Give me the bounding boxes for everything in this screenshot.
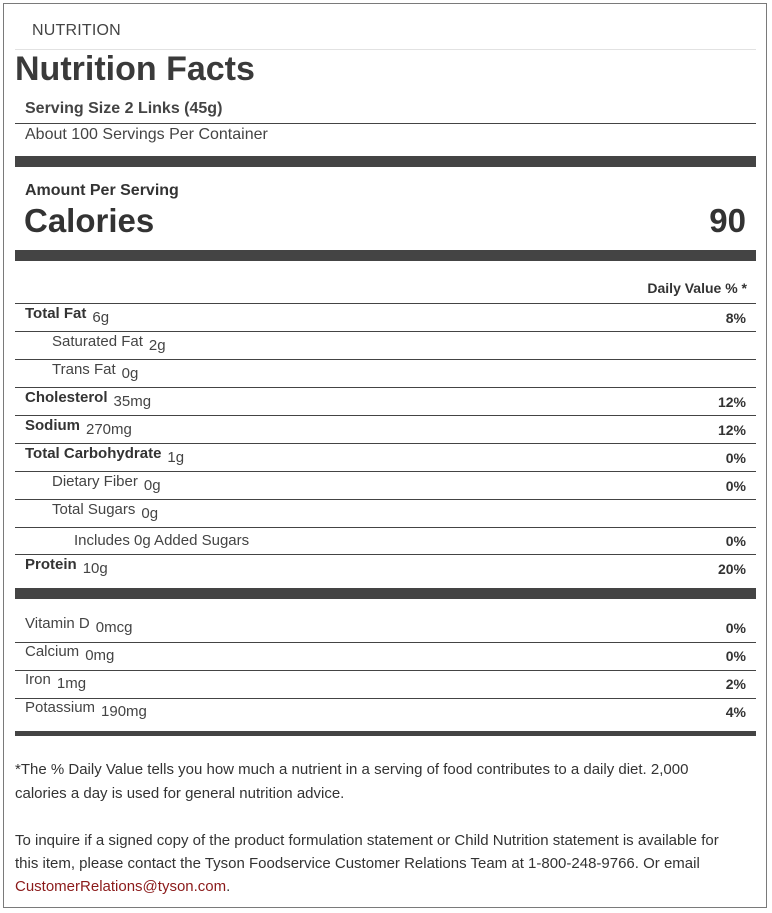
nutrient-amount: 2g (148, 337, 166, 354)
nutrient-name: Total Sugars 0g (52, 501, 159, 522)
vitamin-amount: 1mg (56, 675, 87, 692)
inquire-text: To inquire if a signed copy of the product formulation statement or Child Nutrition statement is available for this item, please contact the Tyson Foodservice Customer Relations Team at 1-800-248-9766. Or email (15, 832, 719, 872)
nutrient-row-total-carbohydrate (15, 445, 756, 473)
nutrient-row-trans-fat (15, 361, 756, 389)
page-title: Nutrition Facts (15, 50, 255, 88)
row-divider (15, 331, 756, 332)
nutrient-name: Total Fat 6g (25, 305, 110, 326)
daily-value-footnote: *The % Daily Value tells you how much a nutrient in a serving of food contributes to a daily diet. 2,000 calories a day is used for general nutrition advice. (15, 761, 689, 802)
nutrient-name: Protein 10g (25, 556, 108, 577)
vitamin-row-calcium (15, 643, 756, 671)
vitamin-percent: 0% (725, 648, 746, 664)
nutrient-amount: 1g (167, 449, 185, 466)
thick-divider-vitamins (15, 588, 756, 599)
nutrient-percent: 12% (717, 422, 746, 438)
nutrient-name: Trans Fat 0g (52, 361, 139, 382)
nutrient-name: Includes 0g Added Sugars (74, 532, 250, 549)
nutrient-row-protein (15, 556, 756, 584)
nutrient-percent: 20% (717, 561, 746, 577)
serving-size: Serving Size 2 Links (45g) (25, 100, 223, 117)
nutrient-amount: 0g (141, 505, 159, 522)
nutrient-name: Sodium 270mg (25, 417, 132, 438)
nutrient-name: Cholesterol 35mg (25, 389, 152, 410)
serving-divider (15, 123, 756, 124)
vitamin-percent: 0% (725, 620, 746, 636)
vitamin-row-potassium (15, 699, 756, 727)
dv-divider (15, 303, 756, 304)
daily-value-header: Daily Value % * (647, 280, 747, 296)
nutrient-amount: 6g (92, 309, 110, 326)
thick-divider-calories (15, 250, 756, 261)
nutrient-amount: 35mg (113, 393, 152, 410)
nutrient-amount: 0g (121, 365, 139, 382)
nutrient-amount: 0g (143, 477, 161, 494)
calories-value: 90 (709, 202, 746, 239)
nutrient-row-saturated-fat (15, 333, 756, 361)
nutrient-amount: 270mg (86, 421, 132, 438)
nutrient-row-cholesterol (15, 389, 756, 417)
nutrient-row-total-fat (15, 305, 756, 333)
nutrient-percent: 0% (725, 450, 746, 466)
vitamin-name: Potassium 190mg (25, 699, 147, 720)
row-divider (15, 554, 756, 555)
row-divider (15, 499, 756, 500)
vitamin-percent: 4% (725, 704, 746, 720)
row-divider (15, 387, 756, 388)
row-divider (15, 471, 756, 472)
nutrient-name: Dietary Fiber 0g (52, 473, 161, 494)
row-divider (15, 527, 756, 528)
row-divider (15, 443, 756, 444)
nutrient-name: Saturated Fat 2g (52, 333, 166, 354)
vitamin-row-iron (15, 671, 756, 699)
customer-relations-email-link[interactable]: CustomerRelations@tyson.com (15, 878, 227, 895)
section-label: NUTRITION (32, 22, 121, 39)
vitamin-amount: 0mcg (95, 619, 133, 636)
nutrient-name: Total Carbohydrate 1g (25, 445, 185, 466)
amount-per-serving: Amount Per Serving (25, 182, 179, 199)
thick-divider-bottom (15, 731, 756, 736)
nutrient-percent: 0% (725, 478, 746, 494)
inquire-statement (15, 829, 740, 898)
inquire-suffix: . (226, 878, 231, 895)
nutrient-amount: 10g (82, 560, 108, 577)
vitamin-amount: 190mg (101, 703, 147, 720)
nutrient-percent: 12% (717, 394, 746, 410)
vitamin-name: Iron 1mg (25, 671, 87, 692)
row-divider (15, 415, 756, 416)
vitamin-row-vitamin-d (15, 615, 756, 643)
nutrient-percent: 0% (725, 533, 746, 549)
nutrient-percent: 8% (725, 310, 746, 326)
vitamin-name: Vitamin D 0mcg (25, 615, 133, 636)
nutrient-row-sodium (15, 417, 756, 445)
thick-divider-top (15, 156, 756, 167)
calories-label: Calories (24, 202, 155, 239)
vitamin-amount: 0mg (85, 647, 115, 664)
servings-per-container: About 100 Servings Per Container (25, 126, 268, 143)
vitamin-name: Calcium 0mg (25, 643, 115, 664)
vitamin-percent: 2% (725, 676, 746, 692)
row-divider (15, 359, 756, 360)
nutrient-row-total-sugars (15, 501, 756, 529)
nutrient-row-dietary-fiber (15, 473, 756, 501)
